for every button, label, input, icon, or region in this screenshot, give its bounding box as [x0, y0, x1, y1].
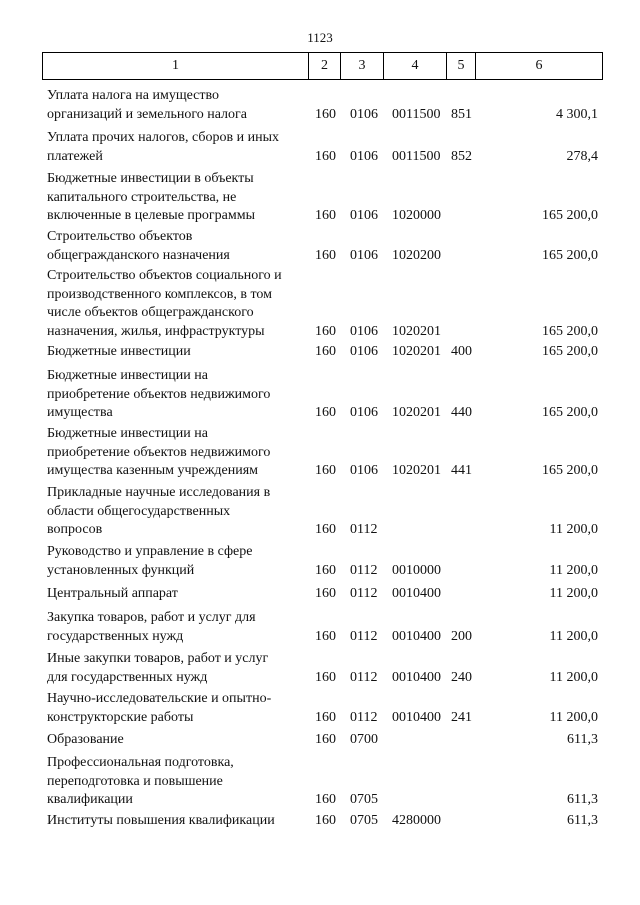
- row-col2: 160: [315, 732, 336, 747]
- row-col3: 0106: [350, 323, 378, 339]
- table-row: [0, 87, 640, 124]
- row-col2: 160: [315, 522, 336, 537]
- row-col3: 0106: [350, 148, 378, 164]
- row-col6: 4 300,1: [556, 106, 598, 122]
- row-col3: 0112: [350, 522, 378, 537]
- row-col2: 160: [315, 208, 336, 223]
- row-description: Бюджетные инвестиции на приобретение объектов недвижимого имущества: [47, 368, 271, 420]
- row-col2: 160: [315, 405, 336, 420]
- row-col4: 4280000: [392, 813, 441, 828]
- row-col3: 0700: [350, 732, 378, 747]
- row-description: Строительство объектов общегражданского назначения: [47, 229, 230, 263]
- row-col3: 0112: [350, 669, 378, 685]
- row-col6: 165 200,0: [542, 247, 598, 263]
- row-description: Уплата налога на имущество организаций и земельного налога: [47, 88, 247, 122]
- row-col3: 0106: [350, 405, 378, 420]
- row-col2: 160: [315, 323, 336, 339]
- row-col3: 0106: [350, 106, 378, 122]
- row-col4: 0010000: [392, 562, 441, 578]
- row-description: Иные закупки товаров, работ и услуг для государственных нужд: [47, 651, 269, 685]
- row-col6: 165 200,0: [542, 344, 598, 359]
- row-col2: 160: [315, 628, 336, 644]
- row-col5: 851: [451, 106, 472, 122]
- row-col3: 0106: [350, 344, 378, 359]
- row-col4: 1020201: [392, 463, 441, 478]
- row-description: Строительство объектов социального и производственного комплексов, в том числе объектов общегражданского назначения, жилья, инфраструктуры: [47, 268, 282, 339]
- row-col2: 160: [315, 813, 336, 828]
- row-col2: 160: [315, 247, 336, 263]
- row-col4: 1020200: [392, 247, 441, 263]
- row-col2: 160: [315, 463, 336, 478]
- row-col6: 11 200,0: [549, 628, 598, 644]
- row-col6: 165 200,0: [542, 405, 598, 420]
- row-col3: 0112: [350, 628, 378, 644]
- row-col3: 0112: [350, 562, 378, 578]
- row-col2: 160: [315, 106, 336, 122]
- row-description: Уплата прочих налогов, сборов и иных платежей: [47, 130, 279, 164]
- row-col2: 160: [315, 586, 336, 601]
- row-description: Руководство и управление в сфере установленных функций: [47, 544, 253, 578]
- row-col6: 611,3: [567, 813, 598, 828]
- row-col2: 160: [315, 148, 336, 164]
- row-col4: 0011500: [392, 106, 441, 122]
- column-header-5: 5: [447, 53, 476, 80]
- row-col4: 0010400: [392, 586, 441, 601]
- row-description: Бюджетные инвестиции на приобретение объектов недвижимого имущества казенным учреждениям: [47, 426, 271, 478]
- row-description: Профессиональная подготовка, переподготовка и повышение квалификации: [47, 755, 234, 807]
- row-col5: 440: [451, 405, 472, 420]
- row-col4: 1020201: [392, 405, 441, 420]
- row-col4: 0011500: [392, 148, 441, 164]
- row-description: Бюджетные инвестиции: [47, 344, 191, 359]
- budget-rows: [0, 84, 640, 121]
- row-description: Прикладные научные исследования в области общегосударственных вопросов: [47, 485, 271, 537]
- row-col5: 852: [451, 148, 472, 164]
- row-col6: 278,4: [566, 148, 598, 164]
- row-col4: 1020201: [392, 323, 441, 339]
- page-number: 1123: [307, 30, 333, 45]
- row-description: Центральный аппарат: [47, 586, 178, 601]
- row-col3: 0705: [350, 813, 378, 828]
- row-col2: 160: [315, 669, 336, 685]
- row-col4: 0010400: [392, 628, 441, 644]
- row-col5: 200: [451, 628, 472, 644]
- column-header-table: [42, 52, 603, 80]
- row-col6: 611,3: [567, 792, 598, 807]
- column-header-2: 2: [309, 53, 341, 80]
- row-col3: 0705: [350, 792, 378, 807]
- column-header-3: 3: [341, 53, 384, 80]
- row-col6: 11 200,0: [549, 586, 598, 601]
- row-description: Научно-исследовательские и опытно- конструкторские работы: [47, 691, 272, 725]
- row-col5: 441: [451, 463, 472, 478]
- row-col6: 165 200,0: [542, 208, 598, 223]
- row-col5: 240: [451, 669, 472, 685]
- row-col2: 160: [315, 709, 336, 725]
- column-header-6: 6: [476, 53, 603, 80]
- column-header-row: [43, 53, 603, 80]
- column-header-4: 4: [384, 53, 447, 80]
- row-col6: 611,3: [567, 732, 598, 747]
- row-col6: 11 200,0: [549, 709, 598, 725]
- row-col3: 0112: [350, 586, 378, 601]
- row-col3: 0106: [350, 247, 378, 263]
- row-col5: 400: [451, 344, 472, 359]
- row-description: Образование: [47, 732, 124, 747]
- row-col4: 1020201: [392, 344, 441, 359]
- row-col3: 0112: [350, 709, 378, 725]
- column-header-1: 1: [43, 53, 309, 80]
- row-col2: 160: [315, 792, 336, 807]
- row-col4: 0010400: [392, 669, 441, 685]
- row-description: Закупка товаров, работ и услуг для государственных нужд: [47, 610, 256, 644]
- row-col4: 0010400: [392, 709, 441, 725]
- row-col5: 241: [451, 709, 472, 725]
- row-col6: 165 200,0: [542, 463, 598, 478]
- row-description: Институты повышения квалификации: [47, 813, 275, 828]
- row-col3: 0106: [350, 208, 378, 223]
- row-col3: 0106: [350, 463, 378, 478]
- row-col6: 11 200,0: [549, 522, 598, 537]
- row-col2: 160: [315, 344, 336, 359]
- row-col6: 11 200,0: [549, 562, 598, 578]
- row-col6: 11 200,0: [549, 669, 598, 685]
- row-col4: 1020000: [392, 208, 441, 223]
- row-col2: 160: [315, 562, 336, 578]
- row-description: Бюджетные инвестиции в объекты капитального строительства, не включенные в целевые программы: [47, 171, 256, 223]
- row-col6: 165 200,0: [542, 323, 598, 339]
